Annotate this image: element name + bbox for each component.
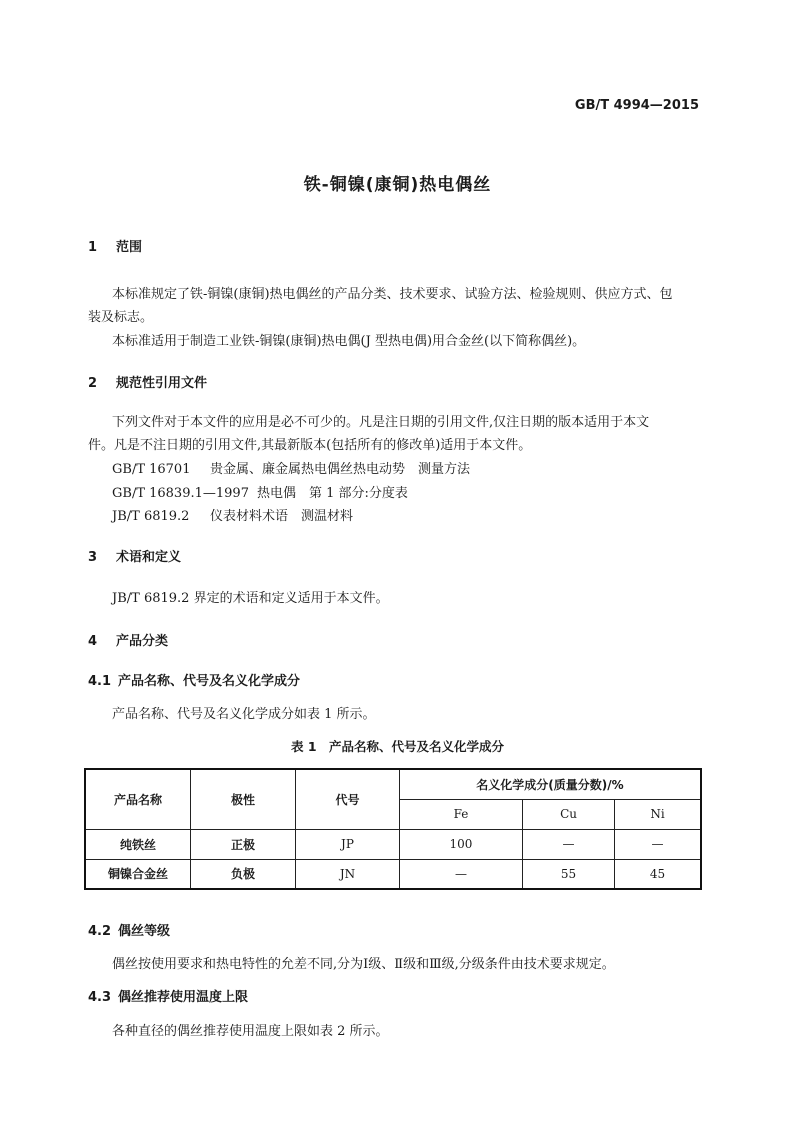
reference-code: GB/T 16701: [112, 462, 191, 477]
header-cu: Cu: [522, 799, 614, 829]
document-title: 铁-铜镍(康铜)热电偶丝: [303, 175, 492, 195]
table-row: [85, 859, 701, 889]
section-title: 规范性引用文件: [116, 376, 208, 391]
header-composition: 名义化学成分(质量分数)/%: [400, 769, 702, 799]
section-1-heading: [88, 236, 142, 255]
section-4-1-paragraph-1: 产品名称、代号及名义化学成分如表 1 所示。: [112, 707, 376, 722]
section-number: 1: [88, 240, 98, 255]
section-1-paragraph-1-line-2: 装及标志。: [88, 310, 154, 325]
cell-product-name: 纯铁丝: [85, 829, 191, 859]
section-number: 4.1: [88, 674, 112, 689]
section-title: 偶丝等级: [118, 924, 171, 939]
reference-item: [112, 505, 353, 524]
cell-code: JP: [296, 829, 400, 859]
cell-product-name: 铜镍合金丝: [85, 859, 191, 889]
cell-code: JN: [296, 859, 400, 889]
header-product-name: 产品名称: [85, 769, 191, 829]
section-4-1-heading: [88, 670, 300, 689]
section-4-2-heading: [88, 920, 170, 939]
reference-item: [112, 458, 470, 477]
section-title: 范围: [116, 240, 143, 255]
section-4-3-paragraph-1: 各种直径的偶丝推荐使用温度上限如表 2 所示。: [112, 1024, 389, 1039]
cell-polarity: 负极: [191, 859, 296, 889]
reference-title: 贵金属、廉金属热电偶丝热电动势 测量方法: [210, 462, 471, 477]
section-2-paragraph-1-line-2: 件。凡是不注日期的引用文件,其最新版本(包括所有的修改单)适用于本文件。: [88, 438, 532, 453]
cell-cu: 55: [522, 859, 614, 889]
cell-cu: —: [522, 829, 614, 859]
cell-polarity: 正极: [191, 829, 296, 859]
reference-code: GB/T 16839.1—1997: [112, 486, 249, 501]
composition-table: [84, 768, 702, 890]
section-number: 4: [88, 634, 98, 649]
header-code: 代号: [296, 769, 400, 829]
table-1-caption: 表 1 产品名称、代号及名义化学成分: [290, 739, 505, 754]
section-4-3-heading: [88, 986, 248, 1005]
section-4-2-paragraph-1: 偶丝按使用要求和热电特性的允差不同,分为Ⅰ级、Ⅱ级和Ⅲ级,分级条件由技术要求规定。: [112, 957, 615, 972]
section-2-heading: [88, 372, 207, 391]
reference-item: [112, 482, 408, 501]
section-1-paragraph-2: 本标准适用于制造工业铁-铜镍(康铜)热电偶(J 型热电偶)用合金丝(以下简称偶丝)。: [112, 334, 586, 349]
section-title: 产品名称、代号及名义化学成分: [118, 674, 301, 689]
header-polarity: 极性: [191, 769, 296, 829]
reference-title: 仪表材料术语 测温材料: [210, 509, 354, 524]
reference-code: JB/T 6819.2: [112, 509, 190, 524]
reference-title: 热电偶 第 1 部分:分度表: [256, 486, 408, 501]
header-fe: Fe: [400, 799, 523, 829]
section-1-paragraph-1-line-1: 本标准规定了铁-铜镍(康铜)热电偶丝的产品分类、技术要求、试验方法、检验规则、供应方式、包: [112, 287, 673, 302]
section-number: 4.3: [88, 990, 112, 1005]
section-title: 偶丝推荐使用温度上限: [118, 990, 249, 1005]
section-4-heading: [88, 630, 168, 649]
cell-ni: 45: [615, 859, 701, 889]
section-number: 4.2: [88, 924, 112, 939]
section-title: 术语和定义: [116, 550, 182, 565]
header-ni: Ni: [615, 799, 701, 829]
section-3-paragraph-1: JB/T 6819.2 界定的术语和定义适用于本文件。: [112, 591, 389, 606]
section-2-paragraph-1-line-1: 下列文件对于本文件的应用是必不可少的。凡是注日期的引用文件,仅注日期的版本适用于本文: [112, 415, 650, 430]
section-title: 产品分类: [116, 634, 169, 649]
section-3-heading: [88, 546, 181, 565]
cell-fe: —: [400, 859, 523, 889]
cell-fe: 100: [400, 829, 523, 859]
section-number: 3: [88, 550, 98, 565]
section-number: 2: [88, 376, 98, 391]
table-row: [85, 829, 701, 859]
standard-number: GB/T 4994—2015: [574, 98, 699, 113]
cell-ni: —: [615, 829, 701, 859]
